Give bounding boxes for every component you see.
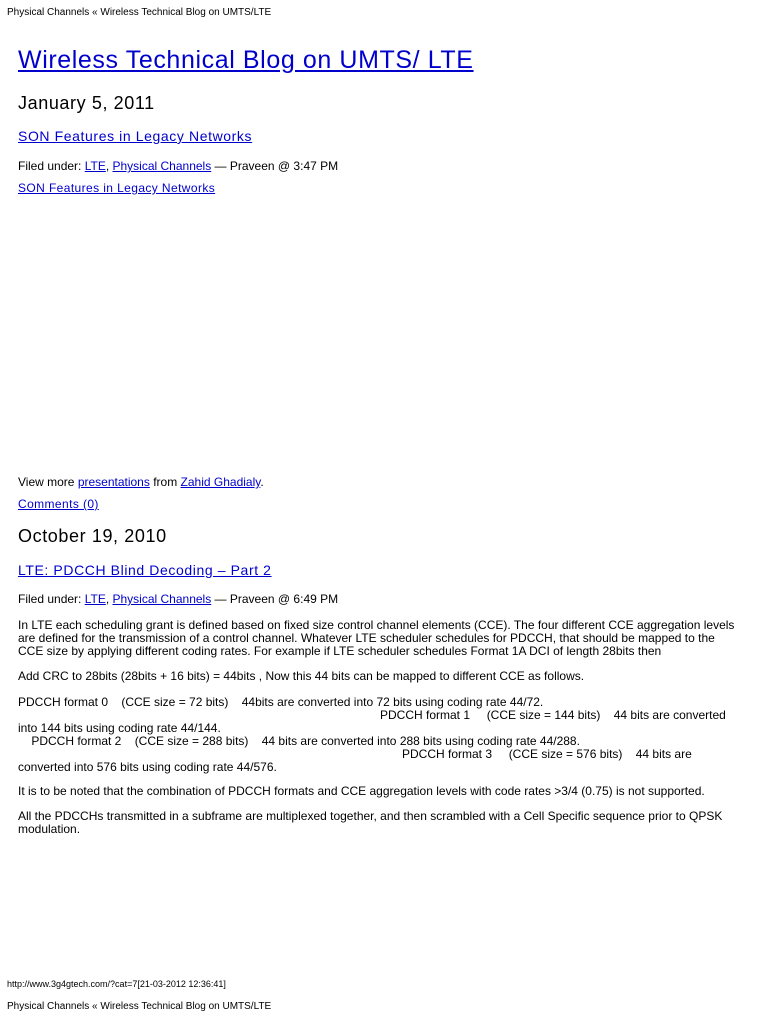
category-separator: , <box>105 159 113 173</box>
author-link[interactable]: Zahid Ghadialy <box>180 475 261 489</box>
print-footer-title: Physical Channels « Wireless Technical Blog on UMTS/LTE <box>7 1001 272 1012</box>
filed-under-label: Filed under: <box>18 159 85 173</box>
post-paragraph: Add CRC to 28bits (28bits + 16 bits) = 44bits , Now this 44 bits can be mapped to different CCE as follows. <box>18 669 585 683</box>
category-link-physical-channels[interactable]: Physical Channels <box>112 159 212 173</box>
format-line: PDCCH format 2 (CCE size = 288 bits) 44 bits are converted into 288 bits using coding rate 44/288. <box>18 734 580 748</box>
print-footer-url: http://www.3g4gtech.com/?cat=7[21-03-2012 12:36:41] <box>7 979 226 989</box>
post-paragraph: In LTE each scheduling grant is defined based on fixed size control channel elements (CCE). The four different CCE aggregation levels are defined for the transmission of a control channel. Whatever LTE scheduler schedules for PDCCH, that should be mapped to the CCE size by applying different coding rates. For example if LTE scheduler schedules Format 1A DCI of length 28bits then <box>18 618 735 658</box>
post-date: October 19, 2010 <box>18 526 167 546</box>
embedded-presentation-link[interactable]: SON Features in Legacy Networks <box>18 181 216 195</box>
presentations-link[interactable]: presentations <box>77 475 150 489</box>
post-paragraph: It is to be noted that the combination of PDCCH formats and CCE aggregation levels with code rates >3/4 (0.75) is not supported. <box>18 784 705 798</box>
period: . <box>260 475 264 489</box>
category-link-lte[interactable]: LTE <box>84 592 106 606</box>
post-byline: — Praveen @ 6:49 PM <box>211 592 339 606</box>
post-title-link[interactable]: LTE: PDCCH Blind Decoding – Part 2 <box>18 562 272 578</box>
category-link-physical-channels[interactable]: Physical Channels <box>112 592 212 606</box>
post-byline: — Praveen @ 3:47 PM <box>211 159 339 173</box>
category-separator: , <box>105 592 113 606</box>
format-line: into 144 bits using coding rate 44/144. <box>18 721 221 735</box>
format-line: PDCCH format 0 (CCE size = 72 bits) 44bits are converted into 72 bits using coding rate 44/72. <box>18 695 544 709</box>
post-date: January 5, 2011 <box>18 93 155 113</box>
filed-under-label: Filed under: <box>18 592 85 606</box>
post-meta <box>18 592 338 606</box>
print-page-header: Physical Channels « Wireless Technical Blog on UMTS/LTE <box>7 7 272 18</box>
blog-title-link[interactable]: Wireless Technical Blog on UMTS/ LTE <box>18 46 474 74</box>
category-link-lte[interactable]: LTE <box>84 159 106 173</box>
from-label: from <box>149 475 181 489</box>
view-more-label: View more <box>18 475 78 489</box>
post-title-link[interactable]: SON Features in Legacy Networks <box>18 128 253 144</box>
format-line: PDCCH format 3 (CCE size = 576 bits) 44 bits are <box>402 747 692 761</box>
view-more-line <box>18 475 264 489</box>
post-paragraph: All the PDCCHs transmitted in a subframe are multiplexed together, and then scrambled with a Cell Specific sequence prior to QPSK modulation. <box>18 809 723 836</box>
post-meta <box>18 159 338 173</box>
format-line: PDCCH format 1 (CCE size = 144 bits) 44 bits are converted <box>380 708 726 722</box>
comments-link[interactable]: Comments (0) <box>18 497 99 511</box>
format-line: converted into 576 bits using coding rate 44/576. <box>18 760 277 774</box>
